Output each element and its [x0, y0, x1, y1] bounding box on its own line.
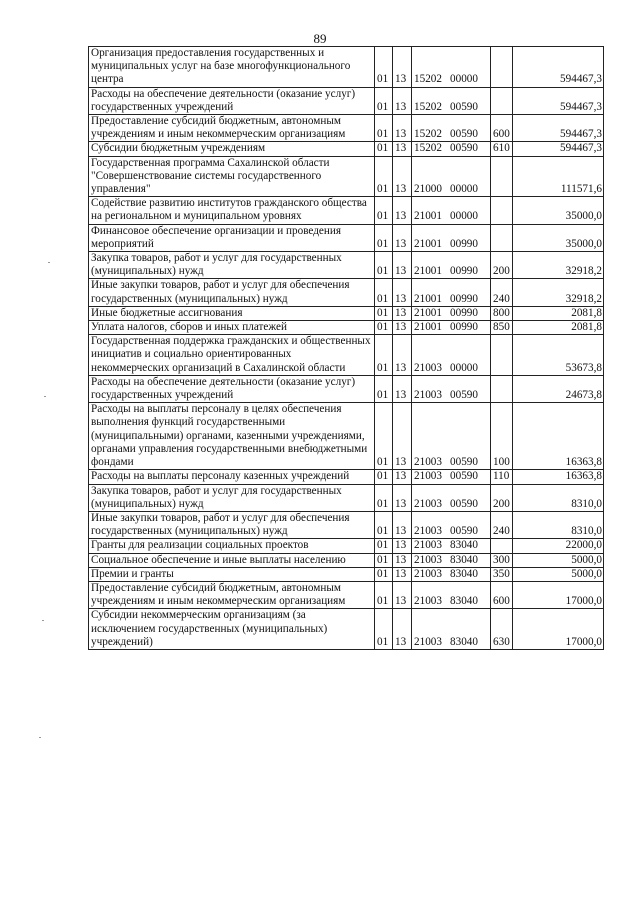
target-article-program: 21003 [414, 470, 442, 483]
budget-table-body [89, 47, 604, 650]
section-code-cell: 01 [375, 553, 393, 567]
target-article-direction: 00990 [450, 265, 478, 278]
target-article-program: 15202 [414, 100, 442, 113]
section-code-cell: 01 [375, 375, 393, 402]
target-article-cell [412, 47, 491, 88]
target-article-program: 21003 [414, 635, 442, 648]
target-article-program: 21000 [414, 183, 442, 196]
target-article-program: 21003 [414, 553, 442, 566]
target-article-program: 21001 [414, 306, 442, 319]
scan-speck [48, 262, 50, 263]
subsection-code-cell: 13 [393, 279, 412, 306]
target-article-program: 21001 [414, 292, 442, 305]
budget-table [88, 46, 604, 650]
target-article-cell [412, 484, 491, 511]
target-article-cell [412, 142, 491, 156]
subsection-code-cell: 13 [393, 511, 412, 538]
target-article-cell [412, 511, 491, 538]
scan-speck [42, 620, 44, 621]
subsection-code-cell: 13 [393, 335, 412, 376]
subsection-code-cell: 13 [393, 609, 412, 650]
target-article-direction: 00590 [450, 100, 478, 113]
row-name-cell: Субсидии некоммерческим организациям (за исключением государственных (муниципальных) учреждений) [89, 609, 375, 650]
table-row [89, 403, 604, 470]
table-row [89, 375, 604, 402]
target-article-direction: 00000 [450, 183, 478, 196]
subsection-code-cell: 13 [393, 197, 412, 224]
scan-speck [44, 396, 46, 397]
row-name-cell: Субсидии бюджетным учреждениям [89, 142, 375, 156]
target-article-program: 21003 [414, 456, 442, 469]
expense-type-cell: 100 [491, 403, 513, 470]
section-code-cell: 01 [375, 539, 393, 553]
section-code-cell: 01 [375, 87, 393, 114]
subsection-code-cell: 13 [393, 306, 412, 320]
row-name-cell: Государственная программа Сахалинской области "Совершенствование системы государственного управления" [89, 156, 375, 197]
target-article-direction: 00590 [450, 142, 478, 155]
target-article-cell [412, 87, 491, 114]
section-code-cell: 01 [375, 511, 393, 538]
amount-cell: 53673,8 [513, 335, 604, 376]
target-article-cell [412, 553, 491, 567]
section-code-cell: 01 [375, 47, 393, 88]
target-article-program: 21001 [414, 321, 442, 334]
target-article-direction: 00990 [450, 321, 478, 334]
target-article-cell [412, 115, 491, 142]
target-article-cell [412, 279, 491, 306]
target-article-direction: 00590 [450, 525, 478, 538]
expense-type-cell: 600 [491, 581, 513, 608]
amount-cell: 17000,0 [513, 609, 604, 650]
subsection-code-cell: 13 [393, 321, 412, 335]
target-article-program: 21003 [414, 389, 442, 402]
table-row [89, 484, 604, 511]
target-article-cell [412, 567, 491, 581]
target-article-direction: 00000 [450, 73, 478, 86]
row-name-cell: Иные закупки товаров, работ и услуг для обеспечения государственных (муниципальных) нужд [89, 511, 375, 538]
target-article-direction: 00590 [450, 470, 478, 483]
expense-type-cell [491, 156, 513, 197]
expense-type-cell: 110 [491, 470, 513, 484]
row-name-cell: Иные закупки товаров, работ и услуг для обеспечения государственных (муниципальных) нужд [89, 279, 375, 306]
target-article-program: 21003 [414, 539, 442, 552]
amount-cell: 22000,0 [513, 539, 604, 553]
amount-cell: 594467,3 [513, 87, 604, 114]
expense-type-cell: 200 [491, 252, 513, 279]
target-article-program: 21001 [414, 265, 442, 278]
amount-cell: 111571,6 [513, 156, 604, 197]
target-article-program: 21003 [414, 567, 442, 580]
table-row [89, 581, 604, 608]
scan-speck [39, 737, 41, 738]
table-row [89, 87, 604, 114]
table-row [89, 511, 604, 538]
target-article-direction: 00000 [450, 210, 478, 223]
amount-cell: 16363,8 [513, 403, 604, 470]
amount-cell: 594467,3 [513, 142, 604, 156]
expense-type-cell: 630 [491, 609, 513, 650]
table-row [89, 567, 604, 581]
table-row [89, 335, 604, 376]
table-row [89, 553, 604, 567]
section-code-cell: 01 [375, 156, 393, 197]
amount-cell: 32918,2 [513, 279, 604, 306]
subsection-code-cell: 13 [393, 156, 412, 197]
section-code-cell: 01 [375, 115, 393, 142]
target-article-program: 21003 [414, 497, 442, 510]
expense-type-cell: 240 [491, 279, 513, 306]
section-code-cell: 01 [375, 581, 393, 608]
section-code-cell: 01 [375, 335, 393, 376]
amount-cell: 32918,2 [513, 252, 604, 279]
target-article-program: 21003 [414, 361, 442, 374]
table-row [89, 321, 604, 335]
target-article-program: 15202 [414, 128, 442, 141]
table-row [89, 609, 604, 650]
target-article-program: 21001 [414, 237, 442, 250]
target-article-cell [412, 470, 491, 484]
table-row [89, 539, 604, 553]
expense-type-cell: 240 [491, 511, 513, 538]
row-name-cell: Предоставление субсидий бюджетным, автономным учреждениям и иным некоммерческим организациям [89, 115, 375, 142]
target-article-cell [412, 539, 491, 553]
expense-type-cell [491, 87, 513, 114]
target-article-cell [412, 306, 491, 320]
subsection-code-cell: 13 [393, 115, 412, 142]
amount-cell: 24673,8 [513, 375, 604, 402]
expense-type-cell: 350 [491, 567, 513, 581]
target-article-direction: 00590 [450, 128, 478, 141]
row-name-cell: Организация предоставления государственных и муниципальных услуг на базе многофункционального центра [89, 47, 375, 88]
subsection-code-cell: 13 [393, 142, 412, 156]
target-article-cell [412, 581, 491, 608]
section-code-cell: 01 [375, 224, 393, 251]
target-article-program: 15202 [414, 73, 442, 86]
target-article-cell [412, 156, 491, 197]
amount-cell: 2081,8 [513, 306, 604, 320]
subsection-code-cell: 13 [393, 224, 412, 251]
expense-type-cell: 850 [491, 321, 513, 335]
section-code-cell: 01 [375, 403, 393, 470]
row-name-cell: Расходы на выплаты персоналу в целях обеспечения выполнения функций государственными (муниципальными) органами, казенными учреждениями, органами управления государственными внебюджетными фондами [89, 403, 375, 470]
row-name-cell: Закупка товаров, работ и услуг для государственных (муниципальных) нужд [89, 484, 375, 511]
subsection-code-cell: 13 [393, 470, 412, 484]
table-row [89, 306, 604, 320]
amount-cell: 16363,8 [513, 470, 604, 484]
subsection-code-cell: 13 [393, 553, 412, 567]
section-code-cell: 01 [375, 306, 393, 320]
page-number: 89 [313, 31, 327, 46]
table-row [89, 279, 604, 306]
amount-cell: 594467,3 [513, 115, 604, 142]
target-article-cell [412, 403, 491, 470]
row-name-cell: Государственная поддержка гражданских и общественных инициатив и социально ориентированных некоммерческих организаций в Сахалинской области [89, 335, 375, 376]
expense-type-cell [491, 47, 513, 88]
subsection-code-cell: 13 [393, 47, 412, 88]
amount-cell: 594467,3 [513, 47, 604, 88]
expense-type-cell: 300 [491, 553, 513, 567]
subsection-code-cell: 13 [393, 87, 412, 114]
amount-cell: 35000,0 [513, 224, 604, 251]
section-code-cell: 01 [375, 609, 393, 650]
target-article-cell [412, 224, 491, 251]
amount-cell: 5000,0 [513, 553, 604, 567]
table-row [89, 142, 604, 156]
expense-type-cell [491, 375, 513, 402]
target-article-direction: 83040 [450, 539, 478, 552]
expense-type-cell: 800 [491, 306, 513, 320]
expense-type-cell: 600 [491, 115, 513, 142]
target-article-cell [412, 609, 491, 650]
target-article-direction: 00590 [450, 456, 478, 469]
amount-cell: 8310,0 [513, 511, 604, 538]
subsection-code-cell: 13 [393, 539, 412, 553]
section-code-cell: 01 [375, 567, 393, 581]
subsection-code-cell: 13 [393, 403, 412, 470]
target-article-program: 21003 [414, 595, 442, 608]
subsection-code-cell: 13 [393, 375, 412, 402]
expense-type-cell: 610 [491, 142, 513, 156]
target-article-direction: 83040 [450, 635, 478, 648]
target-article-direction: 00590 [450, 497, 478, 510]
expense-type-cell [491, 539, 513, 553]
table-row [89, 470, 604, 484]
target-article-program: 15202 [414, 142, 442, 155]
row-name-cell: Финансовое обеспечение организации и проведения мероприятий [89, 224, 375, 251]
target-article-cell [412, 252, 491, 279]
amount-cell: 35000,0 [513, 197, 604, 224]
target-article-direction: 00000 [450, 361, 478, 374]
section-code-cell: 01 [375, 252, 393, 279]
row-name-cell: Расходы на обеспечение деятельности (оказание услуг) государственных учреждений [89, 375, 375, 402]
row-name-cell: Социальное обеспечение и иные выплаты населению [89, 553, 375, 567]
row-name-cell: Иные бюджетные ассигнования [89, 306, 375, 320]
amount-cell: 17000,0 [513, 581, 604, 608]
target-article-direction: 00590 [450, 389, 478, 402]
table-row [89, 115, 604, 142]
target-article-direction: 00990 [450, 306, 478, 319]
section-code-cell: 01 [375, 142, 393, 156]
expense-type-cell [491, 197, 513, 224]
table-row [89, 156, 604, 197]
target-article-program: 21003 [414, 525, 442, 538]
table-row [89, 224, 604, 251]
amount-cell: 2081,8 [513, 321, 604, 335]
table-row [89, 197, 604, 224]
target-article-direction: 83040 [450, 567, 478, 580]
target-article-direction: 83040 [450, 595, 478, 608]
row-name-cell: Гранты для реализации социальных проектов [89, 539, 375, 553]
target-article-direction: 83040 [450, 553, 478, 566]
target-article-cell [412, 321, 491, 335]
subsection-code-cell: 13 [393, 484, 412, 511]
amount-cell: 8310,0 [513, 484, 604, 511]
row-name-cell: Предоставление субсидий бюджетным, автономным учреждениям и иным некоммерческим организациям [89, 581, 375, 608]
table-row [89, 252, 604, 279]
target-article-direction: 00990 [450, 292, 478, 305]
target-article-program: 21001 [414, 210, 442, 223]
subsection-code-cell: 13 [393, 581, 412, 608]
expense-type-cell: 200 [491, 484, 513, 511]
target-article-direction: 00990 [450, 237, 478, 250]
subsection-code-cell: 13 [393, 567, 412, 581]
row-name-cell: Расходы на обеспечение деятельности (оказание услуг) государственных учреждений [89, 87, 375, 114]
row-name-cell: Расходы на выплаты персоналу казенных учреждений [89, 470, 375, 484]
table-row [89, 47, 604, 88]
target-article-cell [412, 197, 491, 224]
section-code-cell: 01 [375, 321, 393, 335]
row-name-cell: Премии и гранты [89, 567, 375, 581]
row-name-cell: Закупка товаров, работ и услуг для государственных (муниципальных) нужд [89, 252, 375, 279]
expense-type-cell [491, 335, 513, 376]
section-code-cell: 01 [375, 470, 393, 484]
row-name-cell: Уплата налогов, сборов и иных платежей [89, 321, 375, 335]
expense-type-cell [491, 224, 513, 251]
section-code-cell: 01 [375, 279, 393, 306]
target-article-cell [412, 335, 491, 376]
section-code-cell: 01 [375, 484, 393, 511]
amount-cell: 5000,0 [513, 567, 604, 581]
subsection-code-cell: 13 [393, 252, 412, 279]
target-article-cell [412, 375, 491, 402]
row-name-cell: Содействие развитию институтов гражданского общества на региональном и муниципальном уровнях [89, 197, 375, 224]
section-code-cell: 01 [375, 197, 393, 224]
